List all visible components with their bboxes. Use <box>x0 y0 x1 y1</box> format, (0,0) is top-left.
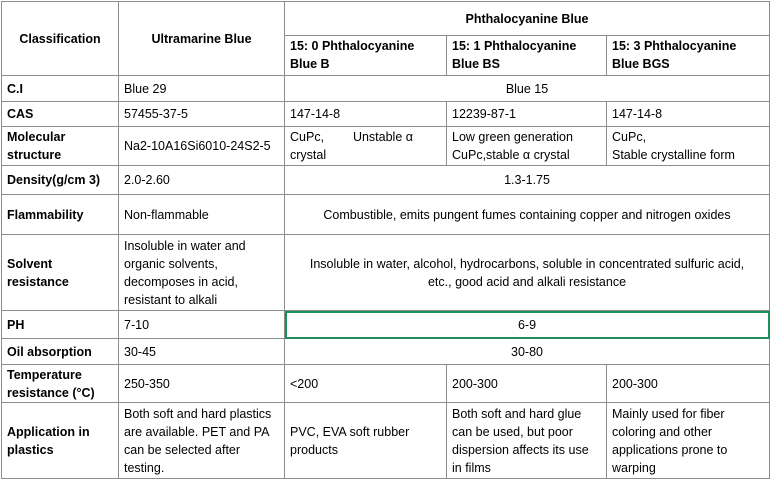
temperature-ultramarine: 250-350 <box>119 365 285 403</box>
application-b-line1: PVC, EVA soft rubber <box>290 424 410 439</box>
ci-phthalo: Blue 15 <box>285 76 770 102</box>
application-bs-line2: can be used, but poor <box>452 424 573 439</box>
molecular-b-line3: crystal <box>290 148 327 162</box>
cas-ultramarine: 57455-37-5 <box>119 102 285 127</box>
label-temperature-line1: Temperature <box>7 367 82 382</box>
row-temperature-resistance <box>2 365 770 403</box>
ci-ultramarine: Blue 29 <box>119 76 285 102</box>
label-solvent-resistance: Solvent resistance <box>2 235 119 311</box>
application-bgs <box>607 403 770 479</box>
application-b <box>285 403 447 479</box>
molecular-b <box>285 127 447 166</box>
row-application-plastics <box>2 403 770 479</box>
solvent-ultramarine-line3: decomposes in acid, <box>124 274 238 289</box>
cas-bs: 12239-87-1 <box>447 102 607 127</box>
molecular-bgs-line1: CuPc, <box>612 130 647 144</box>
molecular-bgs-line2: Stable crystalline form <box>612 148 735 162</box>
application-ultramarine-line1: Both soft and hard plastics <box>124 406 272 421</box>
solvent-phthalo-line1: Insoluble in water, alcohol, hydrocarbons, soluble in concentrated sulfuric acid, <box>309 256 745 271</box>
label-flammability: Flammability <box>2 195 119 235</box>
row-flammability <box>2 195 770 235</box>
molecular-bs-line2: CuPc,stable α crystal <box>452 148 570 162</box>
ph-phthalo-selected-cell[interactable]: 6-9 <box>285 311 770 339</box>
row-density <box>2 166 770 195</box>
application-bgs-line4: warping <box>612 460 656 475</box>
solvent-ultramarine-line2: organic solvents, <box>124 256 218 271</box>
label-molecular-line1: Molecular <box>7 130 66 144</box>
row-oil-absorption <box>2 339 770 365</box>
application-bs-line1: Both soft and hard glue <box>452 406 582 421</box>
label-application-line1: Application in <box>7 424 90 439</box>
header-ultramarine-blue: Ultramarine Blue <box>119 2 285 76</box>
oil-ultramarine: 30-45 <box>119 339 285 365</box>
subheader-phthalo-blue-b: 15: 0 Phthalocyanine Blue B <box>285 36 447 76</box>
density-ultramarine: 2.0-2.60 <box>119 166 285 195</box>
label-density: Density(g/cm 3) <box>2 166 119 195</box>
application-ultramarine-line4: testing. <box>124 460 165 475</box>
molecular-ultramarine: Na2-10A16Si6010-24S2-5 <box>119 127 285 166</box>
header-phthalocyanine-blue: Phthalocyanine Blue <box>285 2 770 36</box>
application-bgs-line1: Mainly used for fiber <box>612 406 725 421</box>
flammability-phthalo: Combustible, emits pungent fumes containing copper and nitrogen oxides <box>285 195 770 235</box>
molecular-bgs <box>607 127 770 166</box>
label-temperature-line2: resistance (°C) <box>7 385 95 400</box>
label-molecular-structure <box>2 127 119 166</box>
label-ph: PH <box>2 311 119 339</box>
ph-ultramarine: 7-10 <box>119 311 285 339</box>
label-ci: C.I <box>2 76 119 102</box>
row-cas <box>2 102 770 127</box>
subheader-phthalo-blue-bgs: 15: 3 Phthalocyanine Blue BGS <box>607 36 770 76</box>
row-molecular-structure <box>2 127 770 166</box>
cas-b: 147-14-8 <box>285 102 447 127</box>
flammability-ultramarine: Non-flammable <box>119 195 285 235</box>
density-phthalo: 1.3-1.75 <box>285 166 770 195</box>
row-ci <box>2 76 770 102</box>
label-temperature-resistance <box>2 365 119 403</box>
label-oil-absorption: Oil absorption <box>2 339 119 365</box>
label-application-plastics <box>2 403 119 479</box>
application-bgs-line2: coloring and other <box>612 424 713 439</box>
application-bs-line4: in films <box>452 460 491 475</box>
header-classification: Classification <box>2 2 119 76</box>
application-bgs-line3: applications prone to <box>612 442 728 457</box>
molecular-b-line2: Unstable α <box>352 130 413 144</box>
header-row <box>2 2 770 36</box>
application-ultramarine <box>119 403 285 479</box>
subheader-phthalo-blue-bs: 15: 1 Phthalocyanine Blue BS <box>447 36 607 76</box>
oil-phthalo: 30-80 <box>285 339 770 365</box>
solvent-ultramarine-line4: resistant to alkali <box>124 292 218 307</box>
application-b-line2: products <box>290 442 338 457</box>
molecular-bs-line1: Low green generation <box>452 130 573 144</box>
solvent-phthalo <box>285 235 770 311</box>
solvent-ultramarine <box>119 235 285 311</box>
pigment-comparison-table <box>1 1 770 479</box>
molecular-bs <box>447 127 607 166</box>
label-application-line2: plastics <box>7 442 54 457</box>
solvent-phthalo-line2: etc., good acid and alkali resistance <box>427 274 627 289</box>
label-cas: CAS <box>2 102 119 127</box>
solvent-ultramarine-line1: Insoluble in water and <box>124 238 246 253</box>
temperature-bs: 200-300 <box>447 365 607 403</box>
label-molecular-line2: structure <box>7 148 62 162</box>
application-bs <box>447 403 607 479</box>
row-solvent-resistance <box>2 235 770 311</box>
row-ph <box>2 311 770 339</box>
temperature-bgs: 200-300 <box>607 365 770 403</box>
application-bs-line3: dispersion affects its use <box>452 442 589 457</box>
molecular-b-line1: CuPc, <box>290 130 325 144</box>
application-ultramarine-line3: can be selected after <box>124 442 241 457</box>
application-ultramarine-line2: are available. PET and PA <box>124 424 270 439</box>
cas-bgs: 147-14-8 <box>607 102 770 127</box>
temperature-b: <200 <box>285 365 447 403</box>
